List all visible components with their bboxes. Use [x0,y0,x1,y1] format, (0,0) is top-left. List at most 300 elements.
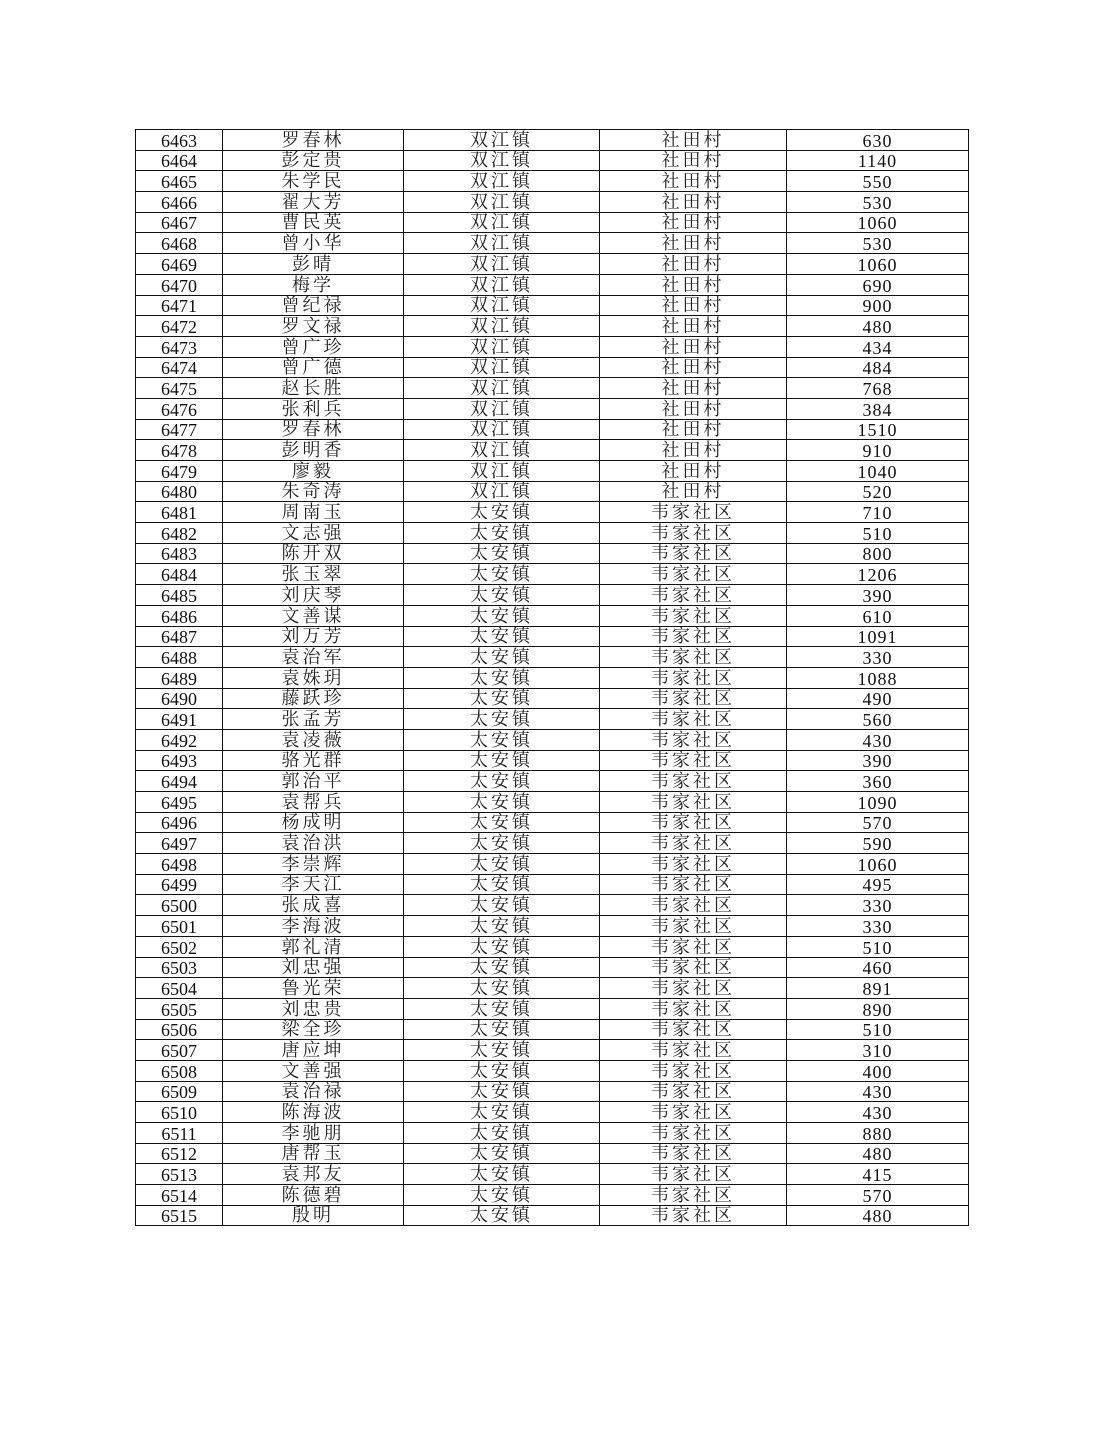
table-row [136,688,969,709]
amount-cell: 480 [787,1143,969,1164]
amount-cell: 690 [787,274,969,295]
village-cell: 韦家社区 [600,1102,787,1123]
village-cell: 韦家社区 [600,998,787,1019]
amount-cell: 1060 [787,212,969,233]
village-cell: 韦家社区 [600,771,787,792]
person-name-cell: 李海波 [223,916,404,937]
town-cell: 太安镇 [404,1185,600,1206]
person-name-cell: 曾广德 [223,357,404,378]
person-name-cell: 赵长胜 [223,378,404,399]
town-cell: 双江镇 [404,295,600,316]
serial-number-cell: 6501 [136,916,223,937]
serial-number-cell: 6490 [136,688,223,709]
amount-cell: 310 [787,1040,969,1061]
serial-number-cell: 6472 [136,316,223,337]
person-name-cell: 曹民英 [223,212,404,233]
table-row [136,916,969,937]
serial-number-cell: 6513 [136,1164,223,1185]
table-row [136,171,969,192]
town-cell: 太安镇 [404,1060,600,1081]
person-name-cell: 彭定贵 [223,150,404,171]
table-row [136,1019,969,1040]
table-row [136,792,969,813]
table-row [136,585,969,606]
amount-cell: 415 [787,1164,969,1185]
village-cell: 社田村 [600,316,787,337]
person-name-cell: 李驰朋 [223,1123,404,1144]
serial-number-cell: 6468 [136,233,223,254]
table-row [136,854,969,875]
village-cell: 社田村 [600,171,787,192]
table-row [136,1081,969,1102]
table-row [136,812,969,833]
town-cell: 双江镇 [404,440,600,461]
serial-number-cell: 6481 [136,502,223,523]
table-row [136,709,969,730]
serial-number-cell: 6496 [136,812,223,833]
table-row [136,419,969,440]
serial-number-cell: 6497 [136,833,223,854]
amount-cell: 430 [787,729,969,750]
village-cell: 韦家社区 [600,936,787,957]
table-row [136,1205,969,1226]
table-row [136,1143,969,1164]
table-row [136,957,969,978]
serial-number-cell: 6504 [136,978,223,999]
serial-number-cell: 6510 [136,1102,223,1123]
table-row [136,647,969,668]
town-cell: 太安镇 [404,1081,600,1102]
table-row [136,564,969,585]
person-name-cell: 殷明 [223,1205,404,1226]
amount-cell: 330 [787,916,969,937]
table-row [136,336,969,357]
serial-number-cell: 6512 [136,1143,223,1164]
village-cell: 社田村 [600,150,787,171]
person-name-cell: 刘万芳 [223,626,404,647]
amount-cell: 880 [787,1123,969,1144]
serial-number-cell: 6478 [136,440,223,461]
town-cell: 太安镇 [404,895,600,916]
table-row [136,626,969,647]
village-cell: 韦家社区 [600,874,787,895]
table-row [136,150,969,171]
amount-cell: 480 [787,1205,969,1226]
table-row [136,543,969,564]
table-row [136,1060,969,1081]
village-cell: 韦家社区 [600,1164,787,1185]
person-name-cell: 周南玉 [223,502,404,523]
amount-cell: 390 [787,585,969,606]
village-cell: 韦家社区 [600,688,787,709]
table-row [136,502,969,523]
serial-number-cell: 6485 [136,585,223,606]
person-name-cell: 唐应坤 [223,1040,404,1061]
serial-number-cell: 6476 [136,398,223,419]
town-cell: 太安镇 [404,812,600,833]
town-cell: 太安镇 [404,688,600,709]
village-cell: 社田村 [600,295,787,316]
village-cell: 韦家社区 [600,957,787,978]
amount-cell: 890 [787,998,969,1019]
village-cell: 社田村 [600,398,787,419]
town-cell: 太安镇 [404,729,600,750]
town-cell: 双江镇 [404,192,600,213]
amount-cell: 1090 [787,792,969,813]
person-name-cell: 刘忠强 [223,957,404,978]
person-name-cell: 梁全珍 [223,1019,404,1040]
town-cell: 太安镇 [404,936,600,957]
table-row [136,874,969,895]
village-cell: 社田村 [600,461,787,482]
town-cell: 太安镇 [404,957,600,978]
amount-cell: 330 [787,895,969,916]
serial-number-cell: 6469 [136,254,223,275]
person-name-cell: 张玉翠 [223,564,404,585]
town-cell: 太安镇 [404,1205,600,1226]
amount-cell: 550 [787,171,969,192]
village-cell: 社田村 [600,419,787,440]
village-cell: 韦家社区 [600,1081,787,1102]
table-row [136,398,969,419]
serial-number-cell: 6487 [136,626,223,647]
village-cell: 社田村 [600,357,787,378]
person-name-cell: 袁邦友 [223,1164,404,1185]
serial-number-cell: 6473 [136,336,223,357]
person-name-cell: 文志强 [223,523,404,544]
table-row [136,1102,969,1123]
serial-number-cell: 6502 [136,936,223,957]
village-cell: 社田村 [600,378,787,399]
serial-number-cell: 6506 [136,1019,223,1040]
serial-number-cell: 6471 [136,295,223,316]
serial-number-cell: 6503 [136,957,223,978]
village-cell: 韦家社区 [600,916,787,937]
town-cell: 太安镇 [404,1164,600,1185]
person-name-cell: 袁凌薇 [223,729,404,750]
town-cell: 太安镇 [404,667,600,688]
village-cell: 韦家社区 [600,605,787,626]
person-name-cell: 梅学 [223,274,404,295]
town-cell: 双江镇 [404,398,600,419]
person-name-cell: 朱奇涛 [223,481,404,502]
serial-number-cell: 6488 [136,647,223,668]
serial-number-cell: 6477 [136,419,223,440]
amount-cell: 360 [787,771,969,792]
town-cell: 双江镇 [404,274,600,295]
village-cell: 韦家社区 [600,1143,787,1164]
person-name-cell: 李天江 [223,874,404,895]
town-cell: 双江镇 [404,461,600,482]
person-name-cell: 曾纪禄 [223,295,404,316]
amount-cell: 570 [787,812,969,833]
person-name-cell: 袁治军 [223,647,404,668]
town-cell: 双江镇 [404,357,600,378]
table-row [136,130,969,151]
village-cell: 社田村 [600,130,787,151]
person-name-cell: 陈开双 [223,543,404,564]
roster-table-body [136,130,969,1226]
serial-number-cell: 6495 [136,792,223,813]
village-cell: 韦家社区 [600,626,787,647]
village-cell: 韦家社区 [600,585,787,606]
person-name-cell: 彭晴 [223,254,404,275]
amount-cell: 891 [787,978,969,999]
town-cell: 双江镇 [404,212,600,233]
serial-number-cell: 6494 [136,771,223,792]
amount-cell: 434 [787,336,969,357]
amount-cell: 610 [787,605,969,626]
serial-number-cell: 6480 [136,481,223,502]
table-row [136,274,969,295]
village-cell: 韦家社区 [600,667,787,688]
amount-cell: 1060 [787,854,969,875]
town-cell: 太安镇 [404,916,600,937]
village-cell: 韦家社区 [600,564,787,585]
serial-number-cell: 6491 [136,709,223,730]
amount-cell: 484 [787,357,969,378]
amount-cell: 768 [787,378,969,399]
table-row [136,771,969,792]
village-cell: 韦家社区 [600,1185,787,1206]
serial-number-cell: 6474 [136,357,223,378]
table-row [136,833,969,854]
town-cell: 太安镇 [404,978,600,999]
town-cell: 太安镇 [404,833,600,854]
person-name-cell: 袁帮兵 [223,792,404,813]
person-name-cell: 袁治禄 [223,1081,404,1102]
amount-cell: 510 [787,1019,969,1040]
town-cell: 太安镇 [404,543,600,564]
amount-cell: 460 [787,957,969,978]
person-name-cell: 翟大芳 [223,192,404,213]
amount-cell: 630 [787,130,969,151]
village-cell: 韦家社区 [600,854,787,875]
serial-number-cell: 6509 [136,1081,223,1102]
amount-cell: 910 [787,440,969,461]
amount-cell: 495 [787,874,969,895]
town-cell: 太安镇 [404,626,600,647]
town-cell: 双江镇 [404,130,600,151]
amount-cell: 710 [787,502,969,523]
table-row [136,378,969,399]
amount-cell: 480 [787,316,969,337]
person-name-cell: 杨成明 [223,812,404,833]
amount-cell: 430 [787,1102,969,1123]
person-name-cell: 刘忠贵 [223,998,404,1019]
town-cell: 太安镇 [404,647,600,668]
town-cell: 双江镇 [404,481,600,502]
amount-cell: 1140 [787,150,969,171]
amount-cell: 590 [787,833,969,854]
town-cell: 双江镇 [404,419,600,440]
serial-number-cell: 6482 [136,523,223,544]
table-row [136,729,969,750]
person-name-cell: 刘庆琴 [223,585,404,606]
village-cell: 社田村 [600,481,787,502]
village-cell: 社田村 [600,233,787,254]
serial-number-cell: 6508 [136,1060,223,1081]
serial-number-cell: 6493 [136,750,223,771]
amount-cell: 1088 [787,667,969,688]
amount-cell: 570 [787,1185,969,1206]
table-row [136,998,969,1019]
serial-number-cell: 6515 [136,1205,223,1226]
town-cell: 太安镇 [404,1019,600,1040]
person-name-cell: 藤跃珍 [223,688,404,709]
serial-number-cell: 6463 [136,130,223,151]
person-name-cell: 袁治洪 [223,833,404,854]
person-name-cell: 廖毅 [223,461,404,482]
village-cell: 韦家社区 [600,1019,787,1040]
town-cell: 太安镇 [404,771,600,792]
village-cell: 韦家社区 [600,792,787,813]
amount-cell: 530 [787,233,969,254]
town-cell: 太安镇 [404,605,600,626]
village-cell: 韦家社区 [600,543,787,564]
serial-number-cell: 6505 [136,998,223,1019]
town-cell: 太安镇 [404,1123,600,1144]
serial-number-cell: 6466 [136,192,223,213]
person-name-cell: 朱学民 [223,171,404,192]
person-name-cell: 彭明香 [223,440,404,461]
village-cell: 韦家社区 [600,812,787,833]
village-cell: 韦家社区 [600,1040,787,1061]
village-cell: 韦家社区 [600,502,787,523]
serial-number-cell: 6484 [136,564,223,585]
amount-cell: 510 [787,523,969,544]
person-name-cell: 文善强 [223,1060,404,1081]
town-cell: 太安镇 [404,502,600,523]
table-row [136,523,969,544]
table-row [136,1185,969,1206]
table-row [136,254,969,275]
village-cell: 社田村 [600,336,787,357]
town-cell: 双江镇 [404,254,600,275]
village-cell: 韦家社区 [600,1060,787,1081]
roster-table [135,129,969,1226]
table-row [136,667,969,688]
serial-number-cell: 6492 [136,729,223,750]
town-cell: 太安镇 [404,854,600,875]
village-cell: 韦家社区 [600,1205,787,1226]
serial-number-cell: 6486 [136,605,223,626]
person-name-cell: 郭礼清 [223,936,404,957]
table-row [136,440,969,461]
town-cell: 双江镇 [404,150,600,171]
table-row [136,481,969,502]
town-cell: 太安镇 [404,709,600,730]
amount-cell: 384 [787,398,969,419]
amount-cell: 560 [787,709,969,730]
village-cell: 韦家社区 [600,647,787,668]
amount-cell: 800 [787,543,969,564]
table-row [136,750,969,771]
town-cell: 双江镇 [404,336,600,357]
person-name-cell: 罗春林 [223,419,404,440]
person-name-cell: 郭治平 [223,771,404,792]
table-row [136,1164,969,1185]
village-cell: 韦家社区 [600,895,787,916]
amount-cell: 1060 [787,254,969,275]
town-cell: 太安镇 [404,1040,600,1061]
serial-number-cell: 6499 [136,874,223,895]
town-cell: 双江镇 [404,233,600,254]
table-row [136,316,969,337]
table-row [136,357,969,378]
town-cell: 双江镇 [404,171,600,192]
amount-cell: 1040 [787,461,969,482]
town-cell: 双江镇 [404,378,600,399]
table-row [136,978,969,999]
serial-number-cell: 6514 [136,1185,223,1206]
person-name-cell: 袁姝玥 [223,667,404,688]
village-cell: 社田村 [600,254,787,275]
person-name-cell: 罗春林 [223,130,404,151]
table-row [136,936,969,957]
table-row [136,461,969,482]
serial-number-cell: 6498 [136,854,223,875]
amount-cell: 1091 [787,626,969,647]
village-cell: 韦家社区 [600,978,787,999]
town-cell: 太安镇 [404,1102,600,1123]
person-name-cell: 唐帮玉 [223,1143,404,1164]
village-cell: 社田村 [600,192,787,213]
town-cell: 双江镇 [404,316,600,337]
person-name-cell: 张孟芳 [223,709,404,730]
amount-cell: 510 [787,936,969,957]
table-row [136,605,969,626]
person-name-cell: 李崇辉 [223,854,404,875]
serial-number-cell: 6475 [136,378,223,399]
person-name-cell: 鲁光荣 [223,978,404,999]
town-cell: 太安镇 [404,750,600,771]
amount-cell: 330 [787,647,969,668]
amount-cell: 900 [787,295,969,316]
serial-number-cell: 6489 [136,667,223,688]
village-cell: 韦家社区 [600,523,787,544]
village-cell: 社田村 [600,274,787,295]
person-name-cell: 文善谋 [223,605,404,626]
person-name-cell: 陈德碧 [223,1185,404,1206]
amount-cell: 400 [787,1060,969,1081]
village-cell: 韦家社区 [600,729,787,750]
person-name-cell: 张成喜 [223,895,404,916]
serial-number-cell: 6511 [136,1123,223,1144]
amount-cell: 1510 [787,419,969,440]
amount-cell: 530 [787,192,969,213]
table-row [136,895,969,916]
town-cell: 太安镇 [404,874,600,895]
town-cell: 太安镇 [404,564,600,585]
person-name-cell: 曾小华 [223,233,404,254]
serial-number-cell: 6507 [136,1040,223,1061]
village-cell: 韦家社区 [600,709,787,730]
town-cell: 太安镇 [404,998,600,1019]
amount-cell: 390 [787,750,969,771]
table-row [136,212,969,233]
village-cell: 韦家社区 [600,833,787,854]
village-cell: 韦家社区 [600,1123,787,1144]
village-cell: 社田村 [600,212,787,233]
table-row [136,1123,969,1144]
person-name-cell: 骆光群 [223,750,404,771]
village-cell: 社田村 [600,440,787,461]
town-cell: 太安镇 [404,523,600,544]
serial-number-cell: 6500 [136,895,223,916]
table-row [136,192,969,213]
town-cell: 太安镇 [404,585,600,606]
